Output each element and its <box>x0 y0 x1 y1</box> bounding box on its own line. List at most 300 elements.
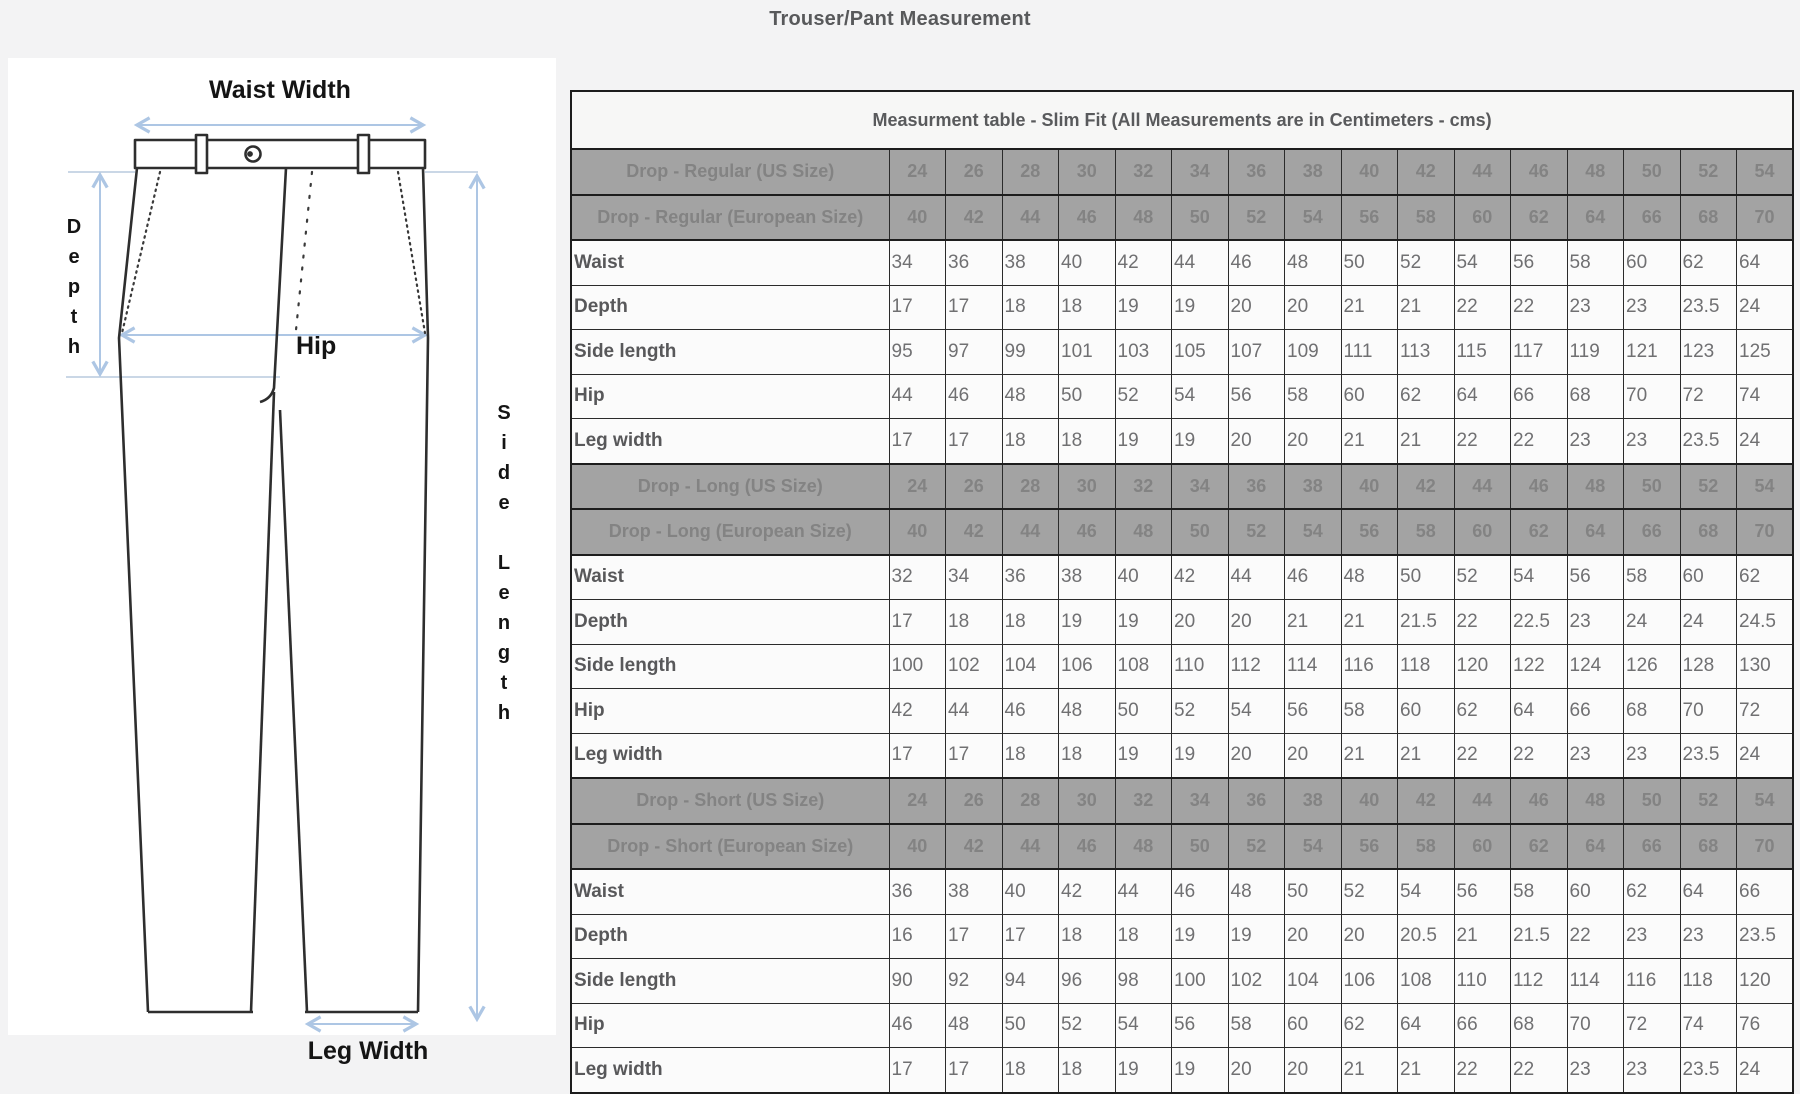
measurement-value: 18 <box>1115 914 1172 959</box>
waist-button-hole <box>248 152 251 155</box>
table-title: Measurment table - Slim Fit (All Measurements are in Centimeters - cms) <box>571 91 1793 149</box>
measurement-value: 52 <box>1059 1003 1116 1048</box>
eu-size-value: 46 <box>1059 195 1116 241</box>
trouser-outline <box>119 135 428 1012</box>
measurement-value: 120 <box>1737 959 1794 1004</box>
measurement-value: 40 <box>1002 869 1059 914</box>
measurement-value: 105 <box>1172 330 1229 375</box>
us-size-value: 26 <box>946 149 1003 195</box>
measurement-value: 60 <box>1624 240 1681 285</box>
measurement-value: 21 <box>1341 733 1398 778</box>
us-size-header-label: Drop - Regular (US Size) <box>571 149 889 195</box>
measurement-row-label: Hip <box>571 374 889 419</box>
measurement-value: 44 <box>946 689 1003 734</box>
us-size-header-label: Drop - Long (US Size) <box>571 464 889 510</box>
measurement-value: 62 <box>1454 689 1511 734</box>
measurement-value: 22 <box>1511 1048 1568 1093</box>
measurement-value: 123 <box>1680 330 1737 375</box>
us-size-value: 54 <box>1737 464 1794 510</box>
measurement-value: 19 <box>1059 600 1116 645</box>
measurement-value: 18 <box>1002 285 1059 330</box>
us-size-value: 46 <box>1511 464 1568 510</box>
size-header-row-eu <box>571 824 1793 870</box>
eu-size-value: 70 <box>1737 824 1794 870</box>
measurement-value: 22 <box>1511 733 1568 778</box>
measurement-value: 34 <box>889 240 946 285</box>
measurement-value: 48 <box>1002 374 1059 419</box>
measurement-value: 112 <box>1228 644 1285 689</box>
us-size-value: 40 <box>1341 778 1398 824</box>
measurement-value: 48 <box>1059 689 1116 734</box>
measurement-row-label: Waist <box>571 869 889 914</box>
eu-size-value: 60 <box>1454 195 1511 241</box>
us-size-value: 44 <box>1454 778 1511 824</box>
measurement-value: 108 <box>1115 644 1172 689</box>
measurement-row <box>571 240 1793 285</box>
eu-size-header-label: Drop - Regular (European Size) <box>571 195 889 241</box>
measurement-value: 68 <box>1624 689 1681 734</box>
measurement-value: 23.5 <box>1680 285 1737 330</box>
us-size-value: 32 <box>1115 778 1172 824</box>
measurement-value: 21.5 <box>1511 914 1568 959</box>
measurement-value: 46 <box>1002 689 1059 734</box>
measurement-value: 117 <box>1511 330 1568 375</box>
measurement-value: 126 <box>1624 644 1681 689</box>
waist-width-label: Waist Width <box>209 76 351 104</box>
measurement-row-label: Depth <box>571 600 889 645</box>
measurement-row-label: Hip <box>571 689 889 734</box>
measurement-row-label: Leg width <box>571 419 889 464</box>
fly-line <box>260 168 286 402</box>
left-leg-outer-seam <box>119 168 148 1012</box>
eu-size-value: 54 <box>1285 195 1342 241</box>
measurement-row <box>571 1003 1793 1048</box>
measurement-value: 23.5 <box>1680 733 1737 778</box>
us-size-value: 28 <box>1002 149 1059 195</box>
measurement-value: 60 <box>1567 869 1624 914</box>
measurement-value: 21 <box>1398 419 1455 464</box>
eu-size-value: 48 <box>1115 509 1172 555</box>
measurement-value: 19 <box>1115 419 1172 464</box>
eu-size-value: 56 <box>1341 195 1398 241</box>
us-size-value: 30 <box>1059 778 1116 824</box>
us-size-value: 24 <box>889 464 946 510</box>
measurement-value: 54 <box>1398 869 1455 914</box>
measurement-row <box>571 869 1793 914</box>
measurement-value: 18 <box>1059 733 1116 778</box>
measurement-value: 68 <box>1511 1003 1568 1048</box>
measurement-value: 124 <box>1567 644 1624 689</box>
measurement-value: 18 <box>946 600 1003 645</box>
waistband <box>135 140 425 168</box>
measurement-value: 36 <box>1002 555 1059 600</box>
measurement-value: 20 <box>1228 600 1285 645</box>
measurement-value: 20 <box>1285 1048 1342 1093</box>
measurement-value: 50 <box>1115 689 1172 734</box>
us-size-value: 26 <box>946 778 1003 824</box>
measurement-value: 98 <box>1115 959 1172 1004</box>
eu-size-value: 56 <box>1341 824 1398 870</box>
eu-size-value: 50 <box>1172 824 1229 870</box>
measurement-value: 42 <box>889 689 946 734</box>
measurement-value: 74 <box>1737 374 1794 419</box>
eu-size-value: 44 <box>1002 824 1059 870</box>
measurement-value: 38 <box>1059 555 1116 600</box>
measurement-value: 101 <box>1059 330 1116 375</box>
measurement-value: 62 <box>1737 555 1794 600</box>
measurement-value: 60 <box>1341 374 1398 419</box>
eu-size-value: 62 <box>1511 509 1568 555</box>
measurement-value: 60 <box>1285 1003 1342 1048</box>
us-size-value: 48 <box>1567 464 1624 510</box>
measurement-row-label: Waist <box>571 240 889 285</box>
eu-size-header-label: Drop - Short (European Size) <box>571 824 889 870</box>
eu-size-value: 64 <box>1567 509 1624 555</box>
measurement-value: 92 <box>946 959 1003 1004</box>
us-size-value: 28 <box>1002 464 1059 510</box>
us-size-value: 34 <box>1172 778 1229 824</box>
us-size-value: 32 <box>1115 149 1172 195</box>
measurement-row-label: Depth <box>571 285 889 330</box>
us-size-value: 38 <box>1285 149 1342 195</box>
measurement-value: 21 <box>1398 285 1455 330</box>
measurement-value: 58 <box>1567 240 1624 285</box>
measurement-value: 21 <box>1341 600 1398 645</box>
us-size-value: 42 <box>1398 149 1455 195</box>
eu-size-value: 40 <box>889 509 946 555</box>
us-size-value: 38 <box>1285 464 1342 510</box>
us-size-value: 30 <box>1059 464 1116 510</box>
measurement-value: 23 <box>1624 733 1681 778</box>
size-header-row-eu <box>571 509 1793 555</box>
eu-size-header-label: Drop - Long (European Size) <box>571 509 889 555</box>
measurement-row <box>571 374 1793 419</box>
measurement-value: 22.5 <box>1511 600 1568 645</box>
measurement-value: 24 <box>1624 600 1681 645</box>
measurement-value: 18 <box>1002 733 1059 778</box>
measurement-value: 106 <box>1059 644 1116 689</box>
measurement-value: 118 <box>1398 644 1455 689</box>
measurement-value: 46 <box>1228 240 1285 285</box>
measurement-value: 62 <box>1398 374 1455 419</box>
measurement-value: 21.5 <box>1398 600 1455 645</box>
measurement-value: 24 <box>1737 419 1794 464</box>
measurement-value: 68 <box>1567 374 1624 419</box>
measurement-value: 23 <box>1624 914 1681 959</box>
measurement-value: 58 <box>1624 555 1681 600</box>
measurement-value: 21 <box>1341 419 1398 464</box>
eu-size-value: 66 <box>1624 824 1681 870</box>
size-header-row-us <box>571 778 1793 824</box>
eu-size-value: 40 <box>889 195 946 241</box>
stitch-lines <box>122 172 425 333</box>
measurement-value: 20 <box>1228 733 1285 778</box>
measurement-value: 18 <box>1059 1048 1116 1093</box>
measurement-value: 18 <box>1059 285 1116 330</box>
eu-size-value: 54 <box>1285 824 1342 870</box>
measurement-value: 56 <box>1172 1003 1229 1048</box>
measurement-value: 74 <box>1680 1003 1737 1048</box>
measurement-value: 23.5 <box>1680 1048 1737 1093</box>
measurement-value: 46 <box>889 1003 946 1048</box>
measurement-value: 20 <box>1285 733 1342 778</box>
measurement-value: 56 <box>1228 374 1285 419</box>
measurement-value: 112 <box>1511 959 1568 1004</box>
measurement-row <box>571 914 1793 959</box>
us-size-value: 42 <box>1398 778 1455 824</box>
measurement-value: 46 <box>1285 555 1342 600</box>
measurement-value: 109 <box>1285 330 1342 375</box>
eu-size-value: 64 <box>1567 195 1624 241</box>
us-size-value: 44 <box>1454 149 1511 195</box>
measurement-value: 66 <box>1567 689 1624 734</box>
measurement-value: 22 <box>1454 419 1511 464</box>
us-size-value: 40 <box>1341 464 1398 510</box>
measurement-value: 46 <box>1172 869 1229 914</box>
measurement-value: 42 <box>1172 555 1229 600</box>
measurement-value: 20 <box>1341 914 1398 959</box>
eu-size-value: 40 <box>889 824 946 870</box>
measurement-value: 66 <box>1454 1003 1511 1048</box>
measurement-value: 58 <box>1228 1003 1285 1048</box>
measurement-value: 17 <box>1002 914 1059 959</box>
eu-size-value: 64 <box>1567 824 1624 870</box>
measurement-value: 60 <box>1680 555 1737 600</box>
measurement-value: 70 <box>1680 689 1737 734</box>
measurement-value: 56 <box>1511 240 1568 285</box>
eu-size-value: 50 <box>1172 509 1229 555</box>
measurement-value: 64 <box>1454 374 1511 419</box>
measurement-row <box>571 644 1793 689</box>
measurement-value: 44 <box>1115 869 1172 914</box>
measurement-value: 54 <box>1115 1003 1172 1048</box>
measurement-value: 66 <box>1511 374 1568 419</box>
front-crease-dots <box>296 172 312 330</box>
measurement-value: 64 <box>1680 869 1737 914</box>
measurement-value: 19 <box>1172 1048 1229 1093</box>
measurement-value: 50 <box>1002 1003 1059 1048</box>
us-size-value: 36 <box>1228 149 1285 195</box>
measurement-value: 44 <box>889 374 946 419</box>
measurement-value: 115 <box>1454 330 1511 375</box>
measurement-value: 23 <box>1567 1048 1624 1093</box>
measurement-value: 17 <box>889 285 946 330</box>
measurement-value: 42 <box>1059 869 1116 914</box>
measurement-value: 48 <box>1228 869 1285 914</box>
measurement-value: 21 <box>1341 285 1398 330</box>
measurement-value: 76 <box>1737 1003 1794 1048</box>
measurement-value: 119 <box>1567 330 1624 375</box>
measurement-row-label: Side length <box>571 959 889 1004</box>
measurement-value: 44 <box>1172 240 1229 285</box>
us-size-value: 54 <box>1737 149 1794 195</box>
measurement-value: 23 <box>1624 419 1681 464</box>
measurement-row-label: Leg width <box>571 733 889 778</box>
hip-label: Hip <box>296 332 337 360</box>
measurement-value: 23.5 <box>1737 914 1794 959</box>
measurement-row <box>571 330 1793 375</box>
measurement-value: 20 <box>1228 285 1285 330</box>
measurement-value: 22 <box>1454 733 1511 778</box>
measurement-value: 20.5 <box>1398 914 1455 959</box>
page-title: Trouser/Pant Measurement <box>769 8 1031 30</box>
measurement-value: 107 <box>1228 330 1285 375</box>
measurement-value: 38 <box>1002 240 1059 285</box>
eu-size-value: 44 <box>1002 509 1059 555</box>
measurement-value: 122 <box>1511 644 1568 689</box>
measurement-value: 108 <box>1398 959 1455 1004</box>
eu-size-value: 58 <box>1398 509 1455 555</box>
measurement-value: 23 <box>1567 600 1624 645</box>
measurement-value: 110 <box>1454 959 1511 1004</box>
eu-size-value: 52 <box>1228 824 1285 870</box>
measurement-value: 50 <box>1059 374 1116 419</box>
us-size-value: 28 <box>1002 778 1059 824</box>
eu-size-value: 68 <box>1680 824 1737 870</box>
measurement-value: 22 <box>1511 419 1568 464</box>
measurement-value: 18 <box>1059 419 1116 464</box>
us-size-value: 44 <box>1454 464 1511 510</box>
eu-size-value: 46 <box>1059 824 1116 870</box>
measurement-value: 70 <box>1567 1003 1624 1048</box>
measurement-row-label: Side length <box>571 644 889 689</box>
measurement-value: 110 <box>1172 644 1229 689</box>
eu-size-value: 62 <box>1511 195 1568 241</box>
measurement-value: 16 <box>889 914 946 959</box>
eu-size-value: 58 <box>1398 195 1455 241</box>
measurement-row <box>571 689 1793 734</box>
measurement-value: 24 <box>1680 600 1737 645</box>
right-pocket-stitch <box>398 172 425 333</box>
measurement-table-body <box>571 91 1793 1093</box>
measurement-value: 52 <box>1172 689 1229 734</box>
eu-size-value: 44 <box>1002 195 1059 241</box>
eu-size-value: 56 <box>1341 509 1398 555</box>
us-size-value: 30 <box>1059 149 1116 195</box>
measurement-row <box>571 733 1793 778</box>
measurement-value: 17 <box>889 1048 946 1093</box>
eu-size-value: 68 <box>1680 195 1737 241</box>
measurement-value: 19 <box>1172 419 1229 464</box>
measurement-value: 24 <box>1737 285 1794 330</box>
measurement-value: 42 <box>1115 240 1172 285</box>
measurement-value: 20 <box>1285 419 1342 464</box>
measurement-value: 50 <box>1398 555 1455 600</box>
measurement-value: 18 <box>1059 914 1116 959</box>
measurement-value: 66 <box>1737 869 1794 914</box>
measurement-value: 22 <box>1454 600 1511 645</box>
us-size-value: 40 <box>1341 149 1398 195</box>
eu-size-value: 42 <box>946 509 1003 555</box>
measurement-value: 64 <box>1398 1003 1455 1048</box>
measurement-value: 19 <box>1115 285 1172 330</box>
measurement-row <box>571 555 1793 600</box>
measurement-row-label: Waist <box>571 555 889 600</box>
us-size-value: 54 <box>1737 778 1794 824</box>
measurement-value: 21 <box>1341 1048 1398 1093</box>
measurement-value: 72 <box>1680 374 1737 419</box>
measurement-value: 103 <box>1115 330 1172 375</box>
measurement-value: 120 <box>1454 644 1511 689</box>
measurement-value: 50 <box>1341 240 1398 285</box>
measurement-value: 58 <box>1511 869 1568 914</box>
measurement-value: 99 <box>1002 330 1059 375</box>
measurement-row-label: Side length <box>571 330 889 375</box>
size-header-row-eu <box>571 195 1793 241</box>
measurement-value: 114 <box>1567 959 1624 1004</box>
measurement-value: 116 <box>1341 644 1398 689</box>
measurement-value: 58 <box>1341 689 1398 734</box>
measurement-value: 102 <box>946 644 1003 689</box>
right-leg-inner-seam <box>280 410 307 1012</box>
us-size-value: 34 <box>1172 464 1229 510</box>
us-size-value: 46 <box>1511 778 1568 824</box>
measurement-value: 21 <box>1398 733 1455 778</box>
eu-size-value: 52 <box>1228 509 1285 555</box>
reference-lines <box>63 172 478 377</box>
measurement-value: 64 <box>1737 240 1794 285</box>
measurement-value: 38 <box>946 869 1003 914</box>
measurement-value: 48 <box>946 1003 1003 1048</box>
us-size-value: 52 <box>1680 149 1737 195</box>
us-size-value: 36 <box>1228 778 1285 824</box>
measurement-value: 54 <box>1172 374 1229 419</box>
eu-size-value: 46 <box>1059 509 1116 555</box>
measurement-value: 56 <box>1454 869 1511 914</box>
measurement-value: 17 <box>889 733 946 778</box>
measurement-value: 24 <box>1737 1048 1794 1093</box>
measurement-value: 46 <box>946 374 1003 419</box>
us-size-value: 52 <box>1680 778 1737 824</box>
measurement-value: 17 <box>946 419 1003 464</box>
measurement-value: 72 <box>1624 1003 1681 1048</box>
measurement-value: 114 <box>1285 644 1342 689</box>
belt-loop-right <box>358 135 369 173</box>
measurement-table <box>570 90 1794 1094</box>
measurement-value: 58 <box>1285 374 1342 419</box>
trouser-diagram-drawing <box>8 58 556 1035</box>
measurement-row <box>571 285 1793 330</box>
measurement-value: 40 <box>1115 555 1172 600</box>
measurement-value: 23 <box>1624 285 1681 330</box>
measurement-value: 20 <box>1228 1048 1285 1093</box>
measurement-value: 19 <box>1172 733 1229 778</box>
eu-size-value: 60 <box>1454 509 1511 555</box>
us-size-value: 34 <box>1172 149 1229 195</box>
measurement-value: 17 <box>889 600 946 645</box>
measurement-value: 21 <box>1285 600 1342 645</box>
eu-size-value: 70 <box>1737 195 1794 241</box>
measurement-value: 56 <box>1567 555 1624 600</box>
side-length-label: Side Length <box>493 402 515 732</box>
eu-size-value: 68 <box>1680 509 1737 555</box>
measurement-row <box>571 600 1793 645</box>
measurement-value: 100 <box>1172 959 1229 1004</box>
measurement-value: 19 <box>1115 733 1172 778</box>
us-size-value: 46 <box>1511 149 1568 195</box>
measurement-value: 44 <box>1228 555 1285 600</box>
measurement-row-label: Hip <box>571 1003 889 1048</box>
measurement-value: 20 <box>1285 285 1342 330</box>
us-size-value: 38 <box>1285 778 1342 824</box>
measurement-value: 23 <box>1567 285 1624 330</box>
measurement-value: 90 <box>889 959 946 1004</box>
measurement-value: 125 <box>1737 330 1794 375</box>
measurement-value: 20 <box>1172 600 1229 645</box>
measurement-value: 128 <box>1680 644 1737 689</box>
measurement-value: 56 <box>1285 689 1342 734</box>
measurement-value: 20 <box>1228 419 1285 464</box>
